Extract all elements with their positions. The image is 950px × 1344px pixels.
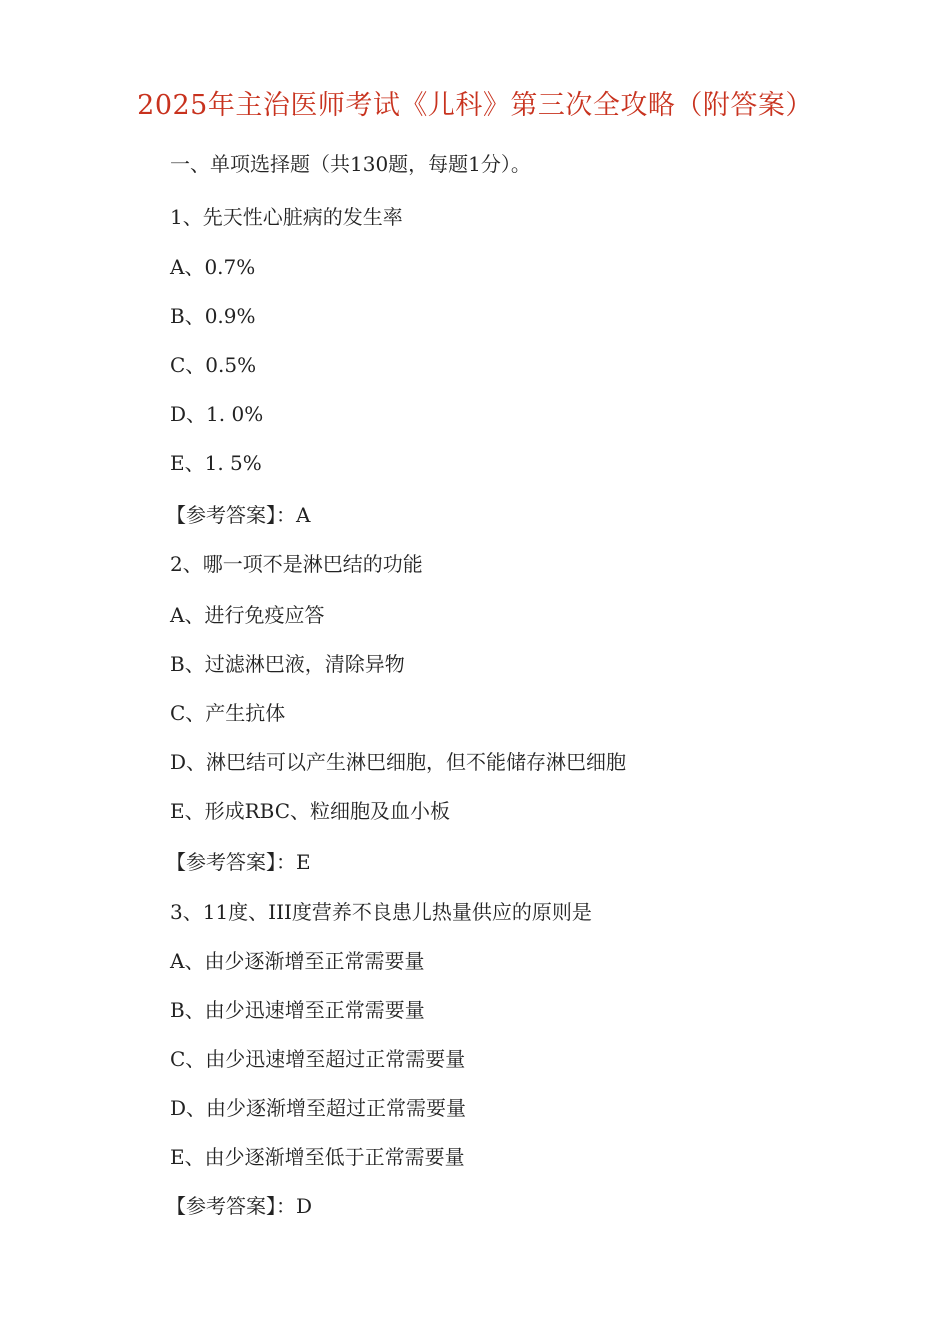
question-2-option-a: A、进行免疫应答 (170, 603, 325, 627)
question-2-option-e: E、形成RBC、粒细胞及血小板 (170, 799, 451, 823)
question-2-option-c: C、产生抗体 (170, 701, 286, 725)
question-3-option-d: D、由少逐渐增至超过正常需要量 (170, 1096, 467, 1120)
question-1-option-b: B、0.9% (170, 304, 256, 328)
section-heading: 一、单项选择题（共130题，每题1分）。 (170, 152, 531, 176)
question-3-option-a: A、由少逐渐增至正常需要量 (170, 949, 425, 973)
question-1-option-e: E、1. 5% (170, 451, 262, 475)
question-1-option-d: D、1. 0% (170, 402, 264, 426)
question-1-answer: 【参考答案】：A (166, 503, 311, 527)
question-2-answer: 【参考答案】：E (166, 850, 311, 874)
question-2-stem: 2、哪一项不是淋巴结的功能 (170, 552, 423, 576)
question-3-option-e: E、由少逐渐增至低于正常需要量 (170, 1145, 465, 1169)
question-3-option-b: B、由少迅速增至正常需要量 (170, 998, 425, 1022)
document-title: 2025年主治医师考试《儿科》第三次全攻略（附答案） (137, 90, 813, 121)
question-2-option-b: B、过滤淋巴液，清除异物 (170, 652, 405, 676)
question-3-option-c: C、由少迅速增至超过正常需要量 (170, 1047, 466, 1071)
question-3-answer: 【参考答案】：D (166, 1194, 313, 1218)
question-1-option-a: A、0.7% (170, 255, 256, 279)
question-1-stem: 1、先天性心脏病的发生率 (170, 205, 403, 229)
question-3-stem: 3、11度、III度营养不良患儿热量供应的原则是 (170, 900, 592, 924)
question-1-option-c: C、0.5% (170, 353, 257, 377)
question-2-option-d: D、淋巴结可以产生淋巴细胞，但不能储存淋巴细胞 (170, 750, 627, 774)
